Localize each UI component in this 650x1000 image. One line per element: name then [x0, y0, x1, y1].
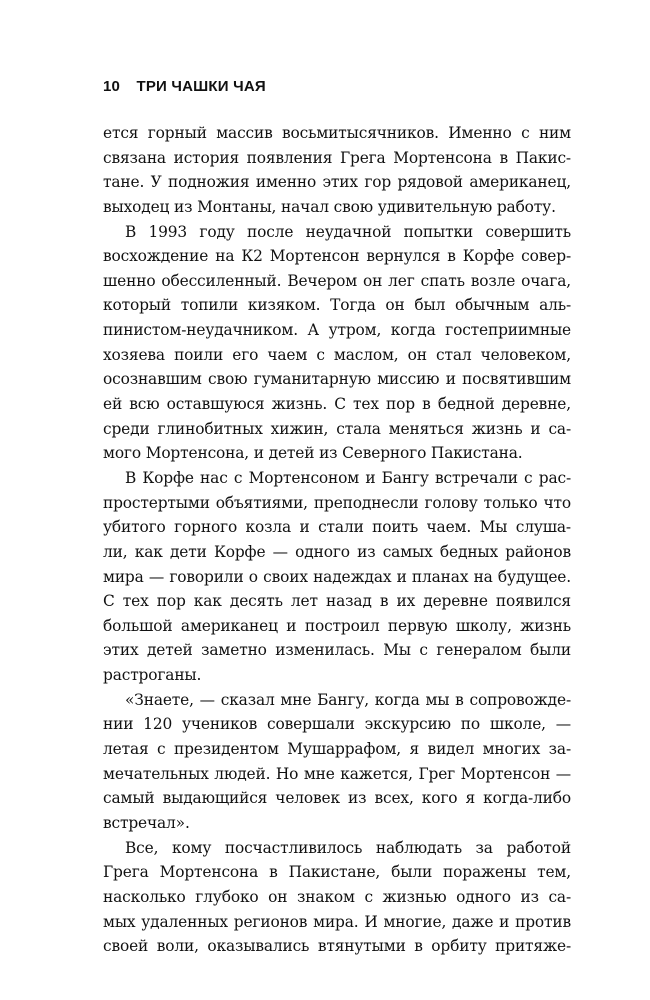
text-line: этих детей заметно изменилась. Мы с генералом были: [103, 641, 571, 660]
text-line: нии 120 учеников совершали экскурсию по школе, —: [103, 715, 571, 734]
text-line: ли, как дети Корфе — одного из самых бедных районов: [103, 542, 571, 561]
text-line: шенно обессиленный. Вечером он лег спать возле очага,: [103, 271, 571, 290]
paragraph: [103, 121, 571, 220]
text-line: растроганы.: [103, 666, 202, 685]
text-line: С тех пор как десять лет назад в их деревне появился: [103, 592, 571, 611]
text-line: связана история появления Грега Мортенсона в Пакис-: [103, 148, 571, 167]
text-line: ей всю оставшуюся жизнь. С тех пор в бедной деревне,: [103, 395, 571, 414]
text-line: ется горный массив восьмитысячников. Именно с ним: [103, 124, 571, 142]
body-text: [103, 121, 571, 959]
text-line: убитого горного козла и стали поить чаем. Мы слуша-: [103, 518, 571, 537]
text-line: выходец из Монтаны, начал свою удивительную работу.: [103, 197, 556, 216]
paragraph: [103, 688, 571, 836]
text-line: среди глинобитных хижин, стала меняться жизнь и са-: [103, 419, 571, 438]
page-number: 10: [103, 78, 121, 95]
text-line: «Знаете, — сказал мне Бангу, когда мы в сопровожде-: [125, 690, 571, 709]
text-line: хозяева поили его чаем с маслом, он стал человеком,: [103, 345, 571, 364]
text-line: тане. У подножия именно этих гор рядовой американец,: [103, 173, 571, 192]
text-line: большой американец и построил первую школу, жизнь: [103, 616, 571, 635]
text-line: В 1993 году после неудачной попытки совершить: [125, 222, 571, 241]
text-line: мира — говорили о своих надеждах и планах на будущее.: [103, 567, 571, 586]
paragraph: [103, 220, 571, 466]
text-line: простертыми объятиями, преподнесли голову только что: [103, 493, 571, 512]
text-line: восхождение на К2 Мортенсон вернулся в Корфе совер-: [103, 247, 571, 266]
text-line: встречал».: [103, 813, 190, 832]
text-line: насколько глубоко он знаком с жизнью одного из са-: [103, 887, 571, 906]
text-line: мых удаленных регионов мира. И многие, даже и против: [103, 912, 571, 931]
running-head: [103, 78, 266, 95]
text-line: пинистом-неудачником. А утром, когда гостеприимные: [103, 321, 571, 340]
text-line: осознавшим свою гуманитарную миссию и посвятившим: [103, 370, 571, 389]
text-line: мечательных людей. Но мне кажется, Грег Мортенсон —: [103, 764, 571, 783]
text-line: мого Мортенсона, и детей из Северного Пакистана.: [103, 444, 523, 463]
paragraph: [103, 466, 571, 688]
text-line: В Корфе нас с Мортенсоном и Бангу встречали с рас-: [125, 468, 571, 487]
paragraph: [103, 836, 571, 959]
text-line: который топили кизяком. Тогда он был обычным аль-: [103, 296, 571, 315]
text-line: Все, кому посчастливилось наблюдать за работой: [125, 838, 571, 857]
text-line: самый выдающийся человек из всех, кого я когда-либо: [103, 789, 571, 808]
text-line: своей воли, оказывались втянутыми в орбиту притяже-: [103, 937, 571, 956]
book-title: ТРИ ЧАШКИ ЧАЯ: [136, 78, 266, 95]
text-line: Грега Мортенсона в Пакистане, были поражены тем,: [103, 863, 571, 882]
text-line: летая с президентом Мушаррафом, я видел многих за-: [103, 740, 571, 759]
